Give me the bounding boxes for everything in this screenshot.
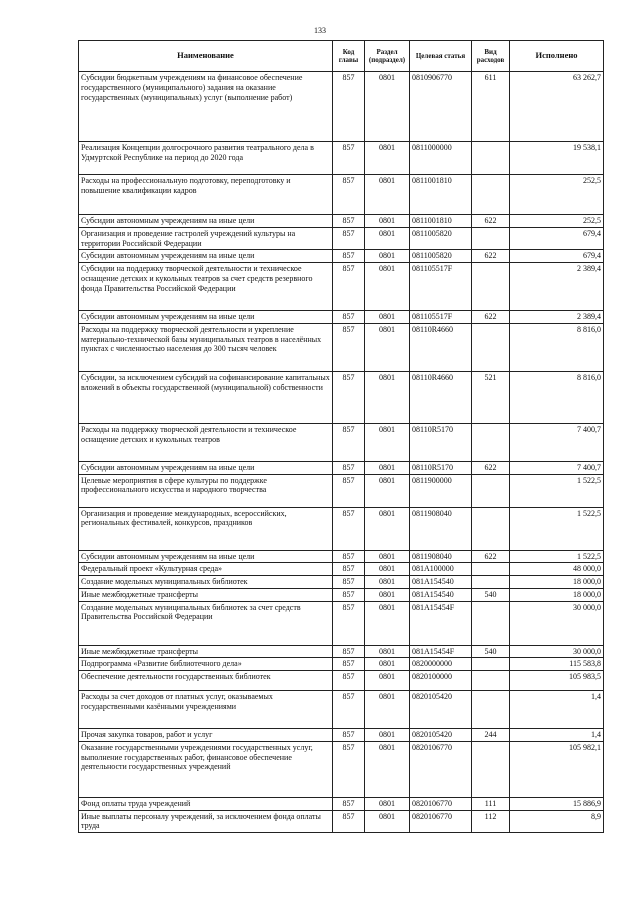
- row-code: 857: [333, 311, 365, 324]
- row-name: Субсидии бюджетным учреждениям на финансовое обеспечение государственного (муниципального) задания на оказание государственных (муниципальных) услуг (выполнение работ): [79, 72, 333, 142]
- row-executed-amount: 2 389,4: [510, 311, 604, 324]
- row-code: 857: [333, 250, 365, 263]
- row-section: 0801: [365, 175, 410, 215]
- row-name: Субсидии автономным учреждениям на иные цели: [79, 550, 333, 563]
- row-code: 857: [333, 691, 365, 729]
- table-row: [79, 671, 604, 691]
- row-expense-type: 622: [472, 215, 510, 228]
- row-code: 857: [333, 671, 365, 691]
- table-row: [79, 691, 604, 729]
- row-section: 0801: [365, 588, 410, 601]
- row-section: 0801: [365, 423, 410, 461]
- row-code: 857: [333, 729, 365, 742]
- row-code: 857: [333, 142, 365, 175]
- row-code: 857: [333, 563, 365, 576]
- row-expense-type: [472, 323, 510, 371]
- row-target: 08110R4660: [410, 323, 472, 371]
- row-code: 857: [333, 323, 365, 371]
- table-row: [79, 250, 604, 263]
- row-section: 0801: [365, 227, 410, 250]
- row-section: 0801: [365, 72, 410, 142]
- row-section: 0801: [365, 563, 410, 576]
- row-target: 08110R4660: [410, 371, 472, 423]
- row-executed-amount: 1,4: [510, 691, 604, 729]
- row-target: 0820106770: [410, 810, 472, 833]
- table-row: [79, 507, 604, 550]
- row-executed-amount: 8 816,0: [510, 371, 604, 423]
- row-target: 0811908040: [410, 507, 472, 550]
- row-expense-type: [472, 671, 510, 691]
- table-row: [79, 423, 604, 461]
- page-number: 133: [314, 26, 326, 35]
- row-code: 857: [333, 227, 365, 250]
- row-section: 0801: [365, 507, 410, 550]
- row-name: Оказание государственными учреждениями государственных услуг, выполнение государственных работ, финансовое обеспечение деятельности государственных учреждений: [79, 741, 333, 797]
- row-name: Целевые мероприятия в сфере культуры по поддержке профессионального искусства и народного творчества: [79, 474, 333, 507]
- row-expense-type: 622: [472, 311, 510, 324]
- row-target: 0820100000: [410, 671, 472, 691]
- row-name: Иные межбюджетные трансферты: [79, 588, 333, 601]
- table-row: [79, 729, 604, 742]
- row-section: 0801: [365, 729, 410, 742]
- row-expense-type: [472, 263, 510, 311]
- row-executed-amount: 30 000,0: [510, 601, 604, 645]
- row-name: Субсидии на поддержку творческой деятельности и техническое оснащение детских и кукольных театров за счет средств резервного фонда Правительства Российской Федерации: [79, 263, 333, 311]
- table-row: [79, 563, 604, 576]
- row-name: Реализация Концепции долгосрочного развития театрального дела в Удмуртской Республике на период до 2020 года: [79, 142, 333, 175]
- row-target: 081105517F: [410, 263, 472, 311]
- table-row: [79, 142, 604, 175]
- row-name: Обеспечение деятельности государственных библиотек: [79, 671, 333, 691]
- table-row: [79, 588, 604, 601]
- row-code: 857: [333, 797, 365, 810]
- table-row: [79, 311, 604, 324]
- row-section: 0801: [365, 658, 410, 671]
- table-row: [79, 323, 604, 371]
- row-target: 08110R5170: [410, 461, 472, 474]
- column-header-code: Код главы: [333, 41, 365, 72]
- row-executed-amount: 30 000,0: [510, 645, 604, 658]
- row-expense-type: 112: [472, 810, 510, 833]
- row-executed-amount: 19 538,1: [510, 142, 604, 175]
- row-target: 081A154540: [410, 588, 472, 601]
- row-executed-amount: 2 389,4: [510, 263, 604, 311]
- row-executed-amount: 679,4: [510, 250, 604, 263]
- table-row: [79, 175, 604, 215]
- row-name: Расходы на профессиональную подготовку, переподготовку и повышение квалификации кадров: [79, 175, 333, 215]
- row-expense-type: [472, 563, 510, 576]
- row-target: 0820106770: [410, 797, 472, 810]
- row-target: 081A15454F: [410, 645, 472, 658]
- row-code: 857: [333, 215, 365, 228]
- table-row: [79, 227, 604, 250]
- row-section: 0801: [365, 601, 410, 645]
- row-expense-type: [472, 474, 510, 507]
- row-expense-type: [472, 507, 510, 550]
- row-executed-amount: 105 982,1: [510, 741, 604, 797]
- row-section: 0801: [365, 474, 410, 507]
- row-name: Прочая закупка товаров, работ и услуг: [79, 729, 333, 742]
- row-code: 857: [333, 550, 365, 563]
- table-header-row: [79, 41, 604, 72]
- row-expense-type: [472, 423, 510, 461]
- row-code: 857: [333, 175, 365, 215]
- row-executed-amount: 105 983,5: [510, 671, 604, 691]
- row-name: Субсидии автономным учреждениям на иные цели: [79, 311, 333, 324]
- row-code: 857: [333, 474, 365, 507]
- row-name: Субсидии автономным учреждениям на иные цели: [79, 250, 333, 263]
- column-header-section: Раздел (подраздел): [365, 41, 410, 72]
- row-executed-amount: 1 522,5: [510, 550, 604, 563]
- row-target: 081A154540: [410, 576, 472, 589]
- row-executed-amount: 8,9: [510, 810, 604, 833]
- row-name: Создание модельных муниципальных библиотек за счет средств Правительства Российской Федерации: [79, 601, 333, 645]
- row-name: Расходы на поддержку творческой деятельности и техническое оснащение детских и кукольных театров: [79, 423, 333, 461]
- row-code: 857: [333, 658, 365, 671]
- row-name: Организация и проведение международных, всероссийских, региональных фестивалей, конкурсов, праздников: [79, 507, 333, 550]
- row-expense-type: [472, 175, 510, 215]
- row-name: Субсидии автономным учреждениям на иные цели: [79, 461, 333, 474]
- row-target: 0811005820: [410, 250, 472, 263]
- table-body: [79, 72, 604, 833]
- row-expense-type: [472, 691, 510, 729]
- row-code: 857: [333, 371, 365, 423]
- table-row: [79, 576, 604, 589]
- row-executed-amount: 15 886,9: [510, 797, 604, 810]
- row-target: 081A100000: [410, 563, 472, 576]
- table-row: [79, 601, 604, 645]
- row-code: 857: [333, 423, 365, 461]
- row-code: 857: [333, 72, 365, 142]
- row-executed-amount: 18 000,0: [510, 588, 604, 601]
- row-section: 0801: [365, 215, 410, 228]
- row-expense-type: 111: [472, 797, 510, 810]
- row-expense-type: [472, 142, 510, 175]
- row-expense-type: [472, 576, 510, 589]
- row-name: Расходы за счет доходов от платных услуг, оказываемых государственными казёнными учреждениями: [79, 691, 333, 729]
- table-row: [79, 215, 604, 228]
- row-section: 0801: [365, 797, 410, 810]
- row-section: 0801: [365, 461, 410, 474]
- row-name: Фонд оплаты труда учреждений: [79, 797, 333, 810]
- row-expense-type: 622: [472, 461, 510, 474]
- row-section: 0801: [365, 645, 410, 658]
- row-target: 0811900000: [410, 474, 472, 507]
- row-name: Подпрограмма «Развитие библиотечного дела»: [79, 658, 333, 671]
- row-executed-amount: 115 583,8: [510, 658, 604, 671]
- row-executed-amount: 679,4: [510, 227, 604, 250]
- row-section: 0801: [365, 311, 410, 324]
- row-executed-amount: 1,4: [510, 729, 604, 742]
- row-target: 0820000000: [410, 658, 472, 671]
- row-expense-type: 540: [472, 588, 510, 601]
- row-name: Организация и проведение гастролей учреждений культуры на территории Российской Федерации: [79, 227, 333, 250]
- row-name: Субсидии автономным учреждениям на иные цели: [79, 215, 333, 228]
- row-code: 857: [333, 507, 365, 550]
- row-executed-amount: 63 262,7: [510, 72, 604, 142]
- table-row: [79, 371, 604, 423]
- row-code: 857: [333, 601, 365, 645]
- row-target: 0811001810: [410, 215, 472, 228]
- row-code: 857: [333, 461, 365, 474]
- row-target: 0811005820: [410, 227, 472, 250]
- row-code: 857: [333, 263, 365, 311]
- table-row: [79, 741, 604, 797]
- row-code: 857: [333, 645, 365, 658]
- row-target: 0820105420: [410, 691, 472, 729]
- table-row: [79, 658, 604, 671]
- table-row: [79, 72, 604, 142]
- row-expense-type: 611: [472, 72, 510, 142]
- row-expense-type: [472, 658, 510, 671]
- row-expense-type: [472, 601, 510, 645]
- row-section: 0801: [365, 323, 410, 371]
- row-name: Расходы на поддержку творческой деятельности и укрепление материально-технической базы муниципальных театров в населённых пунктах с численностью населения до 300 тысяч человек: [79, 323, 333, 371]
- table-row: [79, 810, 604, 833]
- row-section: 0801: [365, 671, 410, 691]
- row-expense-type: 521: [472, 371, 510, 423]
- row-section: 0801: [365, 142, 410, 175]
- table-row: [79, 474, 604, 507]
- row-section: 0801: [365, 550, 410, 563]
- budget-execution-table: [78, 40, 604, 833]
- row-expense-type: [472, 741, 510, 797]
- row-expense-type: 244: [472, 729, 510, 742]
- row-code: 857: [333, 588, 365, 601]
- row-expense-type: 540: [472, 645, 510, 658]
- row-target: 0820105420: [410, 729, 472, 742]
- column-header-target: Целевая статья: [410, 41, 472, 72]
- row-target: 0820106770: [410, 741, 472, 797]
- row-executed-amount: 7 400,7: [510, 423, 604, 461]
- row-executed-amount: 8 816,0: [510, 323, 604, 371]
- row-code: 857: [333, 741, 365, 797]
- row-target: 0810906770: [410, 72, 472, 142]
- row-name: Федеральный проект «Культурная среда»: [79, 563, 333, 576]
- row-executed-amount: 252,5: [510, 175, 604, 215]
- row-name: Создание модельных муниципальных библиотек: [79, 576, 333, 589]
- row-executed-amount: 48 000,0: [510, 563, 604, 576]
- row-expense-type: [472, 227, 510, 250]
- row-section: 0801: [365, 576, 410, 589]
- table-row: [79, 263, 604, 311]
- row-section: 0801: [365, 691, 410, 729]
- row-section: 0801: [365, 741, 410, 797]
- row-executed-amount: 18 000,0: [510, 576, 604, 589]
- row-section: 0801: [365, 371, 410, 423]
- table-row: [79, 550, 604, 563]
- row-target: 081A15454F: [410, 601, 472, 645]
- table-row: [79, 797, 604, 810]
- column-header-executed: Исполнено: [510, 41, 604, 72]
- row-name: Иные межбюджетные трансферты: [79, 645, 333, 658]
- row-name: Иные выплаты персоналу учреждений, за исключением фонда оплаты труда: [79, 810, 333, 833]
- row-executed-amount: 1 522,5: [510, 507, 604, 550]
- row-executed-amount: 1 522,5: [510, 474, 604, 507]
- row-expense-type: 622: [472, 250, 510, 263]
- row-executed-amount: 252,5: [510, 215, 604, 228]
- row-expense-type: 622: [472, 550, 510, 563]
- row-section: 0801: [365, 250, 410, 263]
- row-target: 0811000000: [410, 142, 472, 175]
- row-target: 0811001810: [410, 175, 472, 215]
- row-executed-amount: 7 400,7: [510, 461, 604, 474]
- row-code: 857: [333, 810, 365, 833]
- row-target: 08110R5170: [410, 423, 472, 461]
- row-section: 0801: [365, 263, 410, 311]
- column-header-name: Наименование: [79, 41, 333, 72]
- row-code: 857: [333, 576, 365, 589]
- row-section: 0801: [365, 810, 410, 833]
- table-row: [79, 645, 604, 658]
- row-name: Субсидии, за исключением субсидий на софинансирование капитальных вложений в объекты государственной (муниципальной) собственности: [79, 371, 333, 423]
- column-header-type: Вид расходов: [472, 41, 510, 72]
- table-row: [79, 461, 604, 474]
- row-target: 081105517F: [410, 311, 472, 324]
- row-target: 0811908040: [410, 550, 472, 563]
